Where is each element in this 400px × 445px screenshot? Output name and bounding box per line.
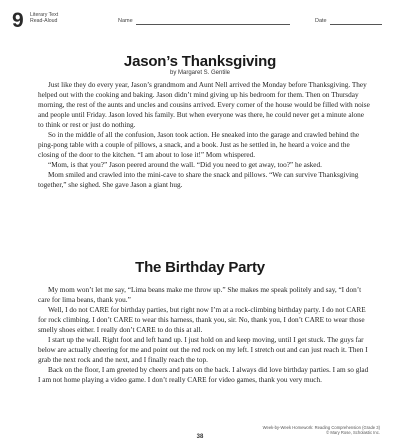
footer-page-number: 38 [196, 434, 204, 440]
story-2-title: The Birthday Party [135, 259, 265, 276]
name-field-line[interactable] [136, 24, 290, 25]
story-1-body [38, 80, 371, 191]
story-2-paragraph: I start up the wall. Right foot and left hand up. I just hold on and keep moving, until I get stuck. The guys far below are actually cheering for me and point out the red rock on my left. I stretch out and can just reach it. Then I grab the next rock and the next, and I finally reach the top. [38, 336, 368, 365]
footer-credit-line-1: Week-by-Week Homework: Reading Comprehension (Grade 3) [262, 425, 380, 430]
story-1-paragraph: “Mom, is that you?” Jason peered around the wall. “Did you need to get away, too?” he asked. [48, 161, 322, 170]
series-tag-line-1: Literary Text [30, 12, 59, 18]
series-tag-line-2: Read-Aloud [30, 18, 58, 24]
page-number: 9 [12, 9, 24, 32]
story-2-paragraph: My mom won’t let me say, “Lima beans make me throw up.” She makes me speak politely and say, “I don’t care for lima beans, thank you.” [38, 286, 362, 305]
date-field-line[interactable] [330, 24, 382, 25]
story-2-paragraph: Back on the floor, I am greeted by cheers and pats on the back. I always did love birthday parties. I am so glad I am not home playing a video game. I don’t really CARE for video games, thank you very much. [38, 366, 369, 385]
story-1-paragraph: So in the middle of all the confusion, Jason took action. He sneaked into the garage and crawled behind the ping-pong table with a couple of pillows, a snack, and a book. Just as he settled in, he heard a voice and the closing of the door to the kitchen. “I am about to lose it!” Mom whispered. [38, 131, 360, 160]
story-1-title: Jason’s Thanksgiving [123, 53, 277, 70]
series-tag [30, 12, 58, 24]
story-2-body [38, 285, 371, 385]
story-2-paragraph: Well, I do not CARE for birthday parties, but right now I’m at a rock-climbing birthday party. I do not CARE for rock climbing. I don’t CARE to wear this harness, thank you, sir. No, thank you, I don’t CARE to wear those smelly shoes either. I really don’t CARE to do this at all. [38, 306, 366, 335]
story-1-paragraph: Just like they do every year, Jason’s grandmom and Aunt Nell arrived the Monday before Thanksgiving. They helped out with the cooking and baking. Jason didn’t mind giving up his bedroom for them. Then on Thursday morning, the rest of the aunts and uncles and cousins arrived. Every corner of the house would be filled with noise and people until Friday. Jason loved his family. But when everyone was there, he could never get a minute alone to think or rest or just do nothing. [38, 81, 370, 130]
name-label: Name [118, 18, 133, 24]
story-1-paragraph: Mom smiled and crawled into the mini-cave to share the snack and pillows. “We can survive Thanksgiving together,” she sighed. She gave Jason a giant hug. [38, 171, 359, 190]
footer-credit-line-2: © Mary Rose, Scholastic Inc. [326, 430, 380, 435]
story-1-byline: by Margaret S. Gentile [169, 70, 231, 76]
date-label: Date [315, 18, 327, 24]
